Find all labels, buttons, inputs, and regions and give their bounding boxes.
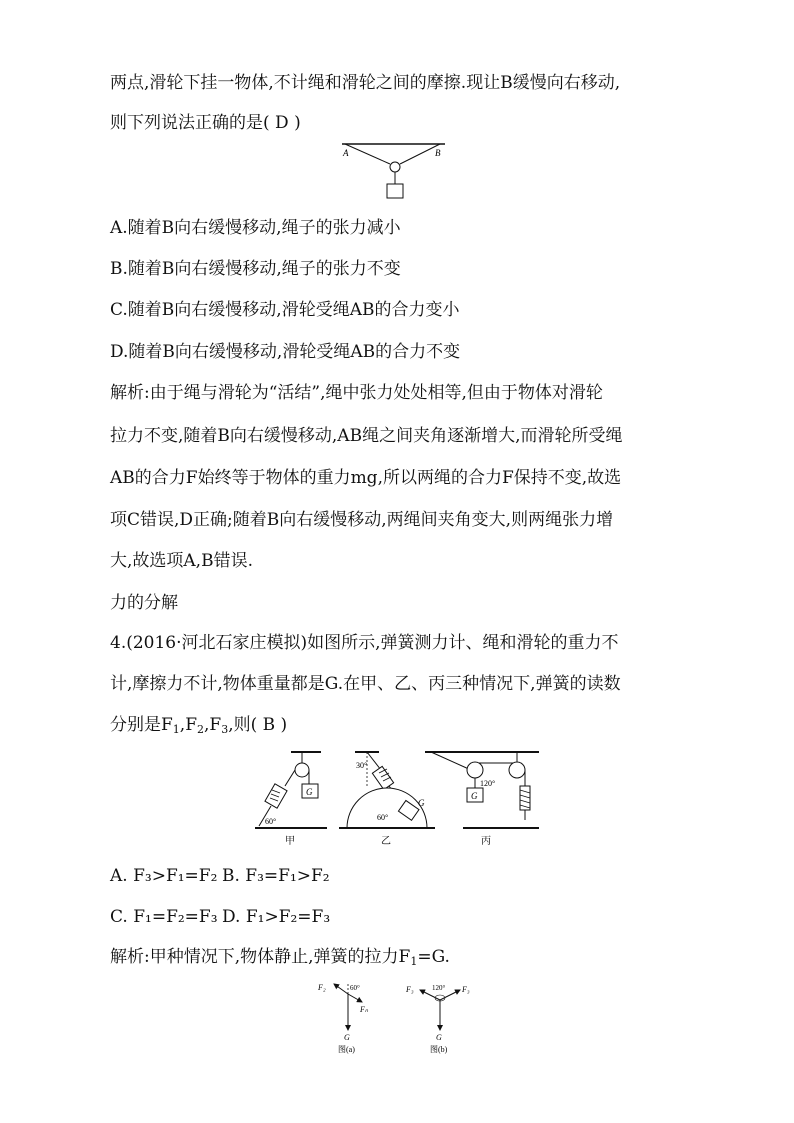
sub-3: 3 [221,723,229,736]
yi-angle-60: 60° [377,813,389,822]
q3-stem-line-1: 两点,滑轮下挂一物体,不计绳和滑轮之间的摩擦.现让B缓慢向右移动, [110,73,621,93]
q4-option-b: B. F₃=F₁>F₂ [222,866,330,886]
q3-analysis-line-4: 项C错误,D正确;随着B向右缓慢移动,两绳间夹角变大,则两绳张力增 [110,510,614,530]
force-diagram-b [405,984,470,1054]
bing-label: 丙 [481,836,491,847]
sub-2: 2 [197,723,204,736]
fb-caption: 图(b) [430,1045,448,1054]
q4-analysis-suffix: =G. [417,947,450,967]
q4-stem-line-3 [110,714,287,741]
case-yi [339,752,435,847]
yi-g: G [418,798,425,808]
q4-option-c: C. F₁=F₂=F₃ [110,907,218,927]
bing-g: G [471,791,478,801]
case-jia [255,752,327,847]
q4-stem-suffix: ,则( B ) [228,715,288,735]
jia-g: G [306,787,313,797]
analysis-sub-1: 1 [410,955,418,968]
fb-f3-right: F₃ [462,985,470,994]
section-title: 力的分解 [110,593,178,613]
q4-stem-sep-2: ,F [204,715,222,735]
label-a: A [343,148,349,158]
fb-angle: 120° [432,984,446,992]
fa-f2: F₂ [318,983,326,992]
q4-three-cases-figure [255,746,545,850]
bing-angle: 120° [480,779,496,788]
fb-g: G [436,1033,442,1042]
q3-option-a: A.随着B向右缓慢移动,绳子的张力减小 [110,218,401,238]
q4-stem-prefix: 分别是F [110,715,173,735]
q3-analysis-line-3: AB的合力F始终等于物体的重力mg,所以两绳的合力F保持不变,故选 [110,468,622,488]
q3-analysis-line-2: 拉力不变,随着B向右缓慢移动,AB绳之间夹角逐渐增大,而滑轮所受绳 [110,426,623,446]
fa-caption: 图(a) [338,1045,355,1054]
q4-stem-sep-1: ,F [179,715,197,735]
q4-analysis-line [110,946,450,973]
q3-option-b: B.随着B向右缓慢移动,绳子的张力不变 [110,259,401,279]
fa-fn: Fₙ [360,1005,369,1014]
force-diagram-a [317,982,369,1054]
label-b: B [435,148,441,158]
q4-option-d: D. F₁>F₂=F₃ [222,907,331,927]
yi-label: 乙 [381,836,391,847]
q4-option-a: A. F₃>F₁=F₂ [110,866,218,886]
jia-label: 甲 [285,836,295,847]
q3-option-d: D.随着B向右缓慢移动,滑轮受绳AB的合力不变 [110,342,461,362]
jia-angle: 60° [265,817,277,826]
fa-g: G [344,1033,350,1042]
q4-analysis-prefix: 解析:甲种情况下,物体静止,弹簧的拉力F [110,947,411,967]
case-bing [425,752,539,847]
fb-f3-left: F₃ [406,985,414,994]
q3-analysis-line-1: 解析:由于绳与滑轮为“活结”,绳中张力处处相等,但由于物体对滑轮 [110,383,603,403]
q3-stem-line-2: 则下列说法正确的是( D ) [110,113,301,133]
q4-stem-line-1: 4.(2016·河北石家庄模拟)如图所示,弹簧测力计、绳和滑轮的重力不 [110,633,619,653]
fa-angle: 60° [350,984,360,992]
force-diagrams [310,978,490,1058]
q3-analysis-line-5: 大,故选项A,B错误. [110,551,253,571]
q3-option-c: C.随着B向右缓慢移动,滑轮受绳AB的合力变小 [110,300,460,320]
yi-angle-30: 30° [356,761,368,770]
q3-pulley-figure [340,138,450,204]
q4-stem-line-2: 计,摩擦力不计,物体重量都是G.在甲、乙、丙三种情况下,弹簧的读数 [110,674,621,694]
sub-1: 1 [172,723,180,736]
